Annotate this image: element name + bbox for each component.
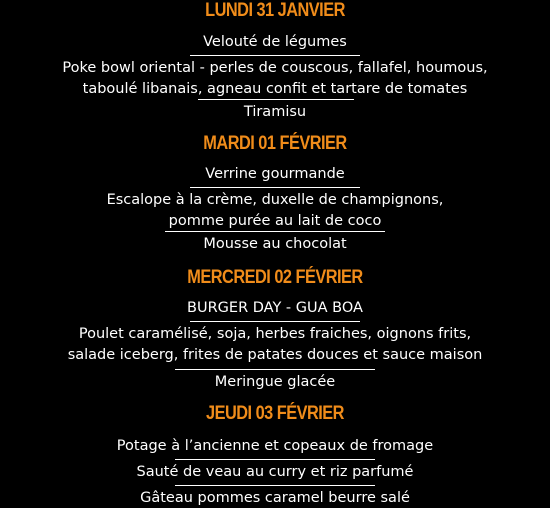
divider (165, 231, 385, 232)
day-title-tuesday: MARDI 01 FÉVRIER (203, 133, 347, 154)
divider (190, 187, 360, 188)
dessert-tuesday: Mousse au chocolat (203, 236, 347, 252)
divider (190, 321, 360, 322)
day-title-thursday: JEUDI 03 FÉVRIER (206, 403, 344, 424)
main-monday-line-2: taboulé libanais, agneau confit et tartare de tomates (82, 81, 468, 97)
main-tuesday-line-2: pomme purée au lait de coco (168, 213, 382, 229)
main-thursday-line-1: Sauté de veau au curry et riz parfumé (136, 464, 414, 480)
divider (198, 99, 354, 100)
divider (175, 369, 375, 370)
starter-tuesday: Verrine gourmande (205, 166, 345, 182)
starter-thursday: Potage à l’ancienne et copeaux de fromage (116, 438, 434, 454)
dessert-wednesday: Meringue glacée (214, 374, 336, 390)
divider (175, 485, 375, 486)
starter-monday: Velouté de légumes (203, 34, 347, 50)
day-title-wednesday: MERCREDI 02 FÉVRIER (187, 267, 363, 288)
dessert-monday: Tiramisu (243, 104, 307, 120)
main-tuesday-line-1: Escalope à la crème, duxelle de champignons, (106, 192, 444, 208)
main-wednesday-line-1: Poulet caramélisé, soja, herbes fraiches, oignons frits, (78, 326, 472, 342)
main-monday-line-1: Poke bowl oriental - perles de couscous, fallafel, houmous, (62, 60, 488, 76)
day-title-monday: LUNDI 31 JANVIER (205, 0, 345, 21)
dessert-thursday: Gâteau pommes caramel beurre salé (140, 490, 410, 506)
main-wednesday-line-2: salade iceberg, frites de patates douces et sauce maison (67, 347, 483, 363)
divider (190, 55, 360, 56)
divider (175, 459, 375, 460)
starter-wednesday: BURGER DAY - GUA BOA (187, 300, 363, 316)
